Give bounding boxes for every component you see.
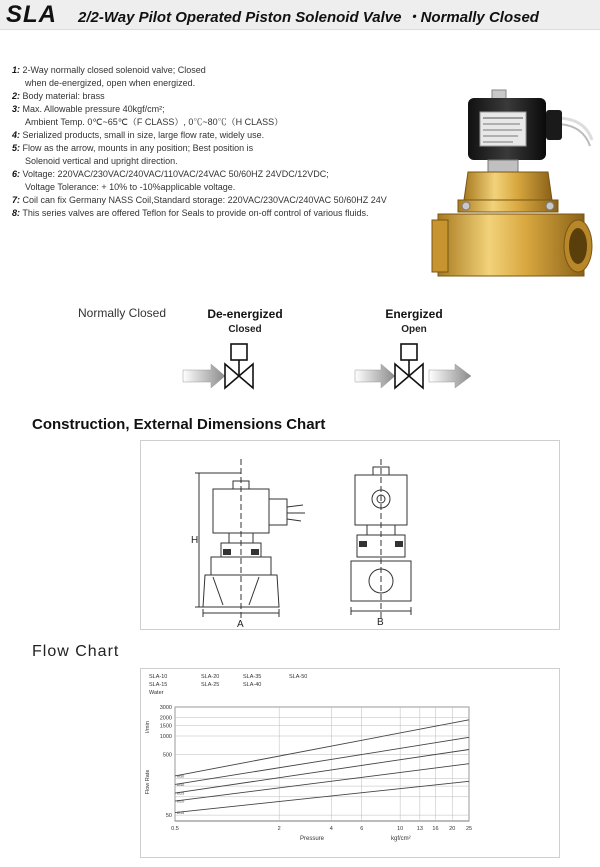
construction-drawing-panel: [140, 440, 560, 630]
header-banner: [0, 0, 600, 30]
legend-entry: SLA-15: [149, 682, 168, 688]
legend-medium-label: Water: [149, 690, 164, 696]
flow-chart-panel: [140, 668, 560, 858]
y-axis-unit: l/min: [145, 721, 151, 733]
open-label: Open: [401, 324, 427, 335]
spec-list: [12, 64, 432, 220]
flow-series-line: [175, 737, 469, 784]
valve-symbols-diagram: [175, 336, 495, 402]
spec-text: Solenoid vertical and upright direction.: [25, 156, 178, 166]
flow-series-line: [175, 749, 469, 793]
dimension-a-label: A: [237, 619, 244, 629]
spec-item: [12, 90, 432, 103]
x-tick-label: 20: [449, 826, 456, 832]
dimension-drawing: [141, 441, 559, 629]
spec-number: 8:: [12, 208, 21, 218]
spec-number: 2:: [12, 91, 21, 101]
spec-item: [12, 207, 432, 220]
series-start-label: Ø40: [177, 782, 185, 787]
spec-text: Voltage: 220VAC/230VAC/240VAC/110VAC/24VAC 50/60HZ 24VDC/12VDC;: [22, 169, 329, 179]
valve-photo: [428, 88, 594, 284]
dimension-h-label: H: [191, 535, 199, 546]
x-axis-unit: kgf/cm²: [391, 836, 411, 842]
energized-label: Energized: [385, 307, 443, 321]
de-energized-label: De-energized: [207, 307, 283, 321]
closed-label: Closed: [228, 324, 262, 335]
series-start-label: Ø20: [177, 799, 185, 804]
series-start-label: Ø25: [177, 791, 185, 796]
flow-series-line: [175, 764, 469, 801]
spec-text: 2-Way normally closed solenoid valve; Closed: [22, 65, 206, 75]
series-start-label: Ø15: [177, 811, 185, 816]
model-name: SLA: [6, 1, 57, 28]
spec-item: [12, 103, 432, 129]
spec-item: [12, 194, 432, 207]
normally-closed-label: Normally Closed: [78, 306, 167, 320]
dimension-b-label: B: [377, 617, 384, 628]
x-tick-label: 4: [329, 826, 333, 832]
de-energized-valve-symbol: [183, 344, 253, 388]
y-tick-label: 500: [162, 752, 172, 759]
legend-entry: SLA-35: [243, 674, 262, 680]
x-tick-label: 2: [277, 826, 281, 832]
spec-number: 6:: [12, 169, 21, 179]
legend-entry: SLA-40: [243, 682, 262, 688]
y-tick-label: 1500: [159, 723, 172, 730]
spec-text: Coil can fix Germany NASS Coil,Standard storage: 220VAC/230VAC/240VAC 50/60HZ 24V: [22, 195, 387, 205]
spec-text: Voltage Tolerance: + 10% to -10%applicable voltage.: [25, 182, 236, 192]
legend-entry: SLA-25: [201, 682, 220, 688]
energized-valve-symbol: [355, 344, 471, 388]
construction-title: Construction, External Dimensions Chart: [32, 416, 326, 433]
legend-entry: SLA-50: [289, 674, 308, 680]
spec-item: [12, 64, 432, 90]
x-tick-label: 6: [360, 826, 364, 832]
spec-text: Max. Allowable pressure 40kgf/cm²;: [22, 104, 165, 114]
x-tick-label: 13: [416, 826, 423, 832]
spec-text: Body material: brass: [22, 91, 105, 101]
x-tick-label: 16: [432, 826, 439, 832]
y-tick-label: 3000: [159, 705, 172, 711]
series-start-label: Ø50: [177, 774, 185, 779]
spec-text: Serialized products, small in size, large flow rate, widely use.: [22, 130, 265, 140]
x-tick-label: 25: [465, 826, 473, 832]
spec-number: 7:: [12, 195, 21, 205]
y-tick-label: 50: [165, 813, 172, 820]
spec-text: Flow as the arrow, mounts in any position; Best position is: [22, 143, 254, 153]
x-axis-label: Pressure: [299, 836, 325, 842]
spec-text: when de-energized, open when energized.: [25, 78, 196, 88]
spec-item: [12, 129, 432, 142]
y-axis-label: Flow Rate: [145, 769, 151, 795]
x-tick-label: 10: [397, 826, 404, 832]
flow-chart: [141, 669, 559, 857]
spec-number: 1:: [12, 65, 21, 75]
spec-number: 4:: [12, 130, 21, 140]
spec-text: This series valves are offered Teflon for Seals to provide on-off control of various fluids.: [22, 208, 369, 218]
spec-number: 3:: [12, 104, 21, 114]
flow-chart-title: Flow Chart: [32, 643, 120, 660]
spec-text: Ambient Temp. 0℃~65℃（F CLASS）, 0℃~80℃（H CLASS）: [25, 117, 284, 127]
y-tick-label: 1000: [159, 734, 172, 741]
legend-entry: SLA-20: [201, 674, 220, 680]
plot-frame: [175, 707, 469, 821]
spec-item: [12, 168, 432, 194]
x-tick-label: 0.5: [171, 826, 179, 832]
spec-item: [12, 142, 432, 168]
product-title: 2/2-Way Pilot Operated Piston Solenoid Valve ・Normally Closed: [78, 9, 539, 26]
spec-number: 5:: [12, 143, 21, 153]
legend-entry: SLA-10: [149, 674, 168, 680]
y-tick-label: 2000: [159, 715, 172, 722]
